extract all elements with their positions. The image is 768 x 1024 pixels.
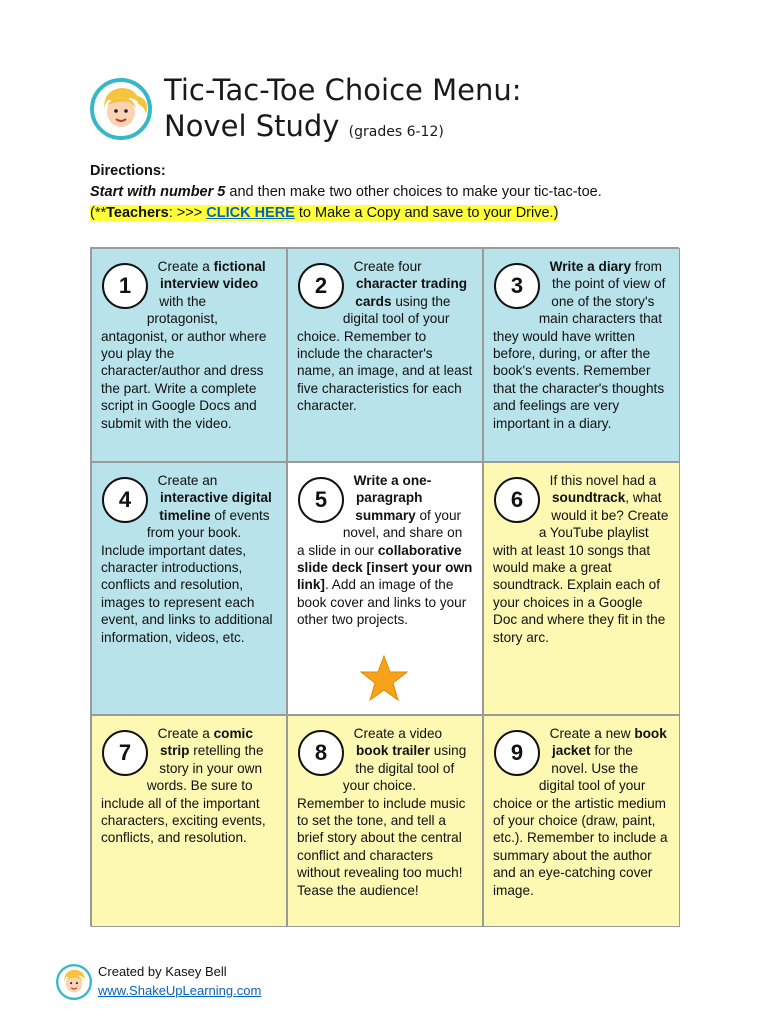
choice-keyword: Write a diary [549,259,632,274]
choice-number-badge: 7 [102,730,148,776]
choice-cell-5 [287,462,483,715]
choice-text: of your novel, and share on a slide in our [297,507,463,558]
choice-keyword: book jacket [552,726,667,759]
choice-text: using the digital tool of your choice. Remember to include music to set the tone, and tell a brief story about the central conflict and characters without revealing too much! Tease the audience! [297,743,467,898]
click-here-link[interactable]: CLICK HERE [206,205,295,221]
girl-avatar-icon [56,964,92,1000]
grades-note: (grades 6-12) [348,124,444,140]
created-by: Created by Kasey Bell [98,964,227,979]
teachers-mid: : >>> [168,205,207,221]
directions-label: Directions: [90,163,166,179]
title-line-1: Tic-Tac-Toe Choice Menu: [164,73,522,107]
choice-cell-9 [483,715,680,927]
choice-cell-7 [91,715,287,927]
start-rest: and then make two other choices to make your tic-tac-toe. [225,184,602,200]
page-title [164,72,521,150]
directions [90,161,690,224]
teachers-label: Teachers [106,205,169,221]
choice-keyword: character trading cards [355,276,468,309]
choice-text: from the point of view of one of the story's main characters that they would have written before, during, or after the book's events. Remember that the character's thoughts and feelings are very important in a diary. [493,259,666,431]
choice-keyword: fictional interview video [160,259,266,292]
start-number-5: Start with number 5 [90,184,226,200]
choice-cell-3 [483,248,680,462]
teachers-rest: to Make a Copy and save to your Drive.) [294,205,559,221]
choice-keyword: collaborative slide deck [insert your own link] [297,542,473,593]
choice-text: Create a [157,259,214,274]
choice-text: If this novel had a [549,473,657,488]
teachers-note [90,203,690,224]
choice-number-badge: 6 [494,477,540,523]
choice-text: Create four [353,259,422,274]
choice-number-badge: 8 [298,730,344,776]
choice-text: retelling the story in your own words. Be sure to include all of the important characters, exciting events, conflicts, and resolution. [101,743,266,846]
directions-start [90,182,690,203]
choice-cell-4 [91,462,287,715]
choice-text: Create a video [353,726,443,741]
choice-text: , what would it be? Create a YouTube playlist with at least 10 songs that would make a great soundtrack. Explain each of your choices in a Google Doc and where they fit in the story arc. [493,490,669,645]
choice-number-badge: 1 [102,263,148,309]
title-line-2 [164,108,521,150]
choice-text: Create a new [549,726,635,741]
choice-number-badge: 4 [102,477,148,523]
choice-number-badge: 5 [298,477,344,523]
choice-text: of events from your book. Include important dates, character introductions, conflicts and resolution, images to represent each event, and links to additional information, videos, etc. [101,507,273,645]
choice-text: with the protagonist, antagonist, or author where you play the character/author and dress the part. Write a complete script in Google Docs and submit with the video. [101,293,267,431]
teachers-open: (** [90,205,107,221]
choice-cell-6 [483,462,680,715]
footer [56,962,456,1008]
choice-number-badge: 2 [298,263,344,309]
choice-cell-8 [287,715,483,927]
choice-keyword: Write a one-paragraph summary [353,473,432,523]
title-novel-study: Novel Study [164,109,340,143]
choice-text: Create an [157,473,218,488]
choice-number-badge: 9 [494,730,540,776]
choice-keyword: interactive digital timeline [159,490,272,523]
website-link[interactable]: www.ShakeUpLearning.com [98,983,262,998]
choice-text: using the digital tool of your choice. Remember to include the character's name, an image, and at least five characteristics for each character. [297,293,473,414]
document-header [90,66,690,156]
choice-text: Create a [157,726,214,741]
choice-cell-1 [91,248,287,462]
choice-text: for the novel. Use the digital tool of your choice or the artistic medium of your choice (draw, paint, etc.). Remember to include a summary about the author and an eye-catching cover image. [493,743,668,898]
choice-text: . Add an image of the book cover and links to your other two projects. [297,577,467,628]
star-icon [360,655,408,701]
choice-keyword: soundtrack [552,490,626,506]
choice-number-badge: 3 [494,263,540,309]
choice-cell-2 [287,248,483,462]
choice-keyword: book trailer [356,743,431,759]
choice-keyword: comic strip [160,726,253,759]
choice-grid [90,247,679,926]
footer-text [98,962,261,1000]
girl-avatar-icon [90,78,152,140]
